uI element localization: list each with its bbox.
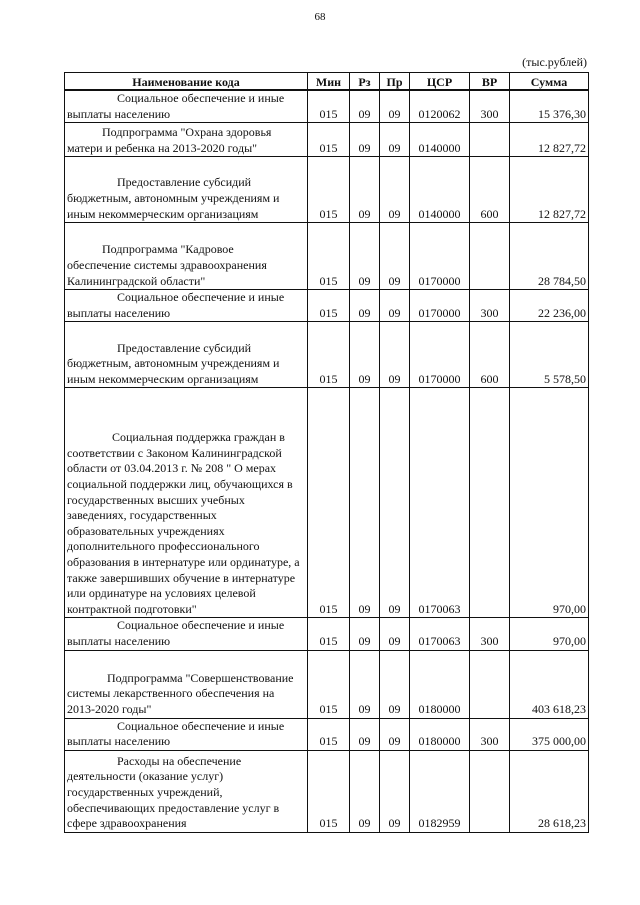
budget-table (64, 72, 589, 833)
row-csr: 0170000 (410, 223, 470, 290)
table-row (65, 90, 589, 123)
row-sum: 5 578,50 (510, 322, 589, 388)
row-vr (470, 388, 510, 618)
header-name: Наименование кода (65, 73, 308, 91)
row-name (65, 750, 308, 832)
row-name (65, 650, 308, 718)
table-row (65, 618, 589, 650)
header-vr: ВР (470, 73, 510, 91)
row-name-rest: деятельности (оказание услуг) государственных учреждений, обеспечивающих предоставление услуг в сфере здравоохранения (67, 769, 280, 831)
row-name-rest: бюджетным, автономным учреждениям и иным некоммерческим организациям (67, 191, 280, 221)
row-sum: 375 000,00 (510, 718, 589, 750)
row-sum: 403 618,23 (510, 650, 589, 718)
row-name (65, 223, 308, 290)
table-header-row (65, 73, 589, 91)
table-row (65, 650, 589, 718)
table-row (65, 322, 589, 388)
row-pr: 09 (380, 650, 410, 718)
row-pr: 09 (380, 718, 410, 750)
row-sum: 970,00 (510, 618, 589, 650)
table-row (65, 750, 589, 832)
row-pr: 09 (380, 123, 410, 157)
page-number: 68 (314, 11, 326, 23)
row-pr: 09 (380, 750, 410, 832)
row-rz: 09 (350, 90, 380, 123)
row-name-first: Расходы на обеспечение (117, 753, 242, 768)
row-pr: 09 (380, 90, 410, 123)
row-name (65, 618, 308, 650)
row-min: 015 (308, 750, 350, 832)
row-vr: 600 (470, 157, 510, 223)
row-csr: 0180000 (410, 718, 470, 750)
row-name (65, 157, 308, 223)
row-csr: 0170063 (410, 618, 470, 650)
row-name-rest: выплаты населению (67, 106, 171, 121)
row-csr: 0180000 (410, 650, 470, 718)
row-min: 015 (308, 223, 350, 290)
row-name-first: Социальное обеспечение и иные (117, 618, 285, 633)
table-row (65, 290, 589, 322)
row-vr: 300 (470, 718, 510, 750)
row-csr: 0170000 (410, 322, 470, 388)
row-name-rest: бюджетным, автономным учреждениям и иным некоммерческим организациям (67, 356, 280, 386)
row-name-rest: соответствии с Законом Калининградской области от 03.04.2013 г. № 208 " О мерах социальной поддержки лиц, обучающихся в государственных высших учебных заведениях, государственных образовательных учреждениях дополнительного профессионального образования в интернатуре или ординатуре, а также завершивших обучение в интернатуре или ординатуре на условиях целевой контрактной подготовки" (67, 445, 300, 616)
row-name (65, 388, 308, 618)
row-name (65, 322, 308, 388)
row-name-rest: выплаты населению (67, 734, 171, 749)
row-rz: 09 (350, 750, 380, 832)
header-csr: ЦСР (410, 73, 470, 91)
row-min: 015 (308, 157, 350, 223)
table-row (65, 157, 589, 223)
row-name-first: Социальное обеспечение и иные (117, 290, 285, 305)
row-vr: 300 (470, 90, 510, 123)
header-min: Мин (308, 73, 350, 91)
row-name-rest: обеспечение системы здравоохранения Калининградской области" (67, 258, 267, 288)
row-name (65, 290, 308, 322)
header-rz: Рз (350, 73, 380, 91)
row-name-rest: выплаты населению (67, 633, 171, 648)
row-min: 015 (308, 123, 350, 157)
row-name-first: Подпрограмма "Охрана здоровья (102, 125, 272, 139)
row-rz: 09 (350, 290, 380, 322)
row-min: 015 (308, 650, 350, 718)
row-min: 015 (308, 322, 350, 388)
row-rz: 09 (350, 322, 380, 388)
row-min: 015 (308, 618, 350, 650)
row-name (65, 718, 308, 750)
row-csr: 0140000 (410, 123, 470, 157)
row-rz: 09 (350, 123, 380, 157)
row-vr (470, 650, 510, 718)
row-name (65, 123, 308, 157)
row-name-first: Предоставление субсидий (117, 340, 252, 355)
row-rz: 09 (350, 157, 380, 223)
row-csr: 0170063 (410, 388, 470, 618)
row-sum: 12 827,72 (510, 157, 589, 223)
row-name-rest: матери и ребенка на 2013-2020 годы" (67, 140, 258, 155)
table-row (65, 123, 589, 157)
row-name (65, 90, 308, 123)
row-vr: 300 (470, 618, 510, 650)
row-sum: 15 376,30 (510, 90, 589, 123)
row-name-first: Предоставление субсидий (117, 175, 252, 190)
row-name-first: Подпрограмма "Совершенствование (107, 670, 294, 685)
row-rz: 09 (350, 718, 380, 750)
header-pr: Пр (380, 73, 410, 91)
row-pr: 09 (380, 618, 410, 650)
row-name-first: Социальная поддержка граждан в (112, 430, 285, 445)
row-name-rest: системы лекарственного обеспечения на 2013-2020 годы" (67, 686, 275, 716)
row-name-rest: выплаты населению (67, 305, 171, 320)
table-row (65, 223, 589, 290)
units-label: (тыс.рублей) (522, 55, 587, 69)
row-vr (470, 123, 510, 157)
row-min: 015 (308, 90, 350, 123)
row-csr: 0120062 (410, 90, 470, 123)
row-pr: 09 (380, 388, 410, 618)
row-rz: 09 (350, 388, 380, 618)
row-vr: 600 (470, 322, 510, 388)
row-name-first: Социальное обеспечение и иные (117, 91, 285, 105)
row-pr: 09 (380, 322, 410, 388)
row-rz: 09 (350, 618, 380, 650)
row-vr (470, 223, 510, 290)
row-vr (470, 750, 510, 832)
row-sum: 12 827,72 (510, 123, 589, 157)
row-name-first: Подпрограмма "Кадровое (102, 242, 234, 257)
row-csr: 0182959 (410, 750, 470, 832)
row-vr: 300 (470, 290, 510, 322)
table-row (65, 718, 589, 750)
row-name-first: Социальное обеспечение и иные (117, 718, 285, 733)
row-csr: 0140000 (410, 157, 470, 223)
row-pr: 09 (380, 290, 410, 322)
row-pr: 09 (380, 223, 410, 290)
row-sum: 970,00 (510, 388, 589, 618)
row-sum: 28 784,50 (510, 223, 589, 290)
row-min: 015 (308, 718, 350, 750)
row-sum: 22 236,00 (510, 290, 589, 322)
row-csr: 0170000 (410, 290, 470, 322)
row-pr: 09 (380, 157, 410, 223)
row-sum: 28 618,23 (510, 750, 589, 832)
header-sum: Сумма (510, 73, 589, 91)
row-rz: 09 (350, 223, 380, 290)
row-min: 015 (308, 290, 350, 322)
row-rz: 09 (350, 650, 380, 718)
table-row (65, 388, 589, 618)
row-min: 015 (308, 388, 350, 618)
